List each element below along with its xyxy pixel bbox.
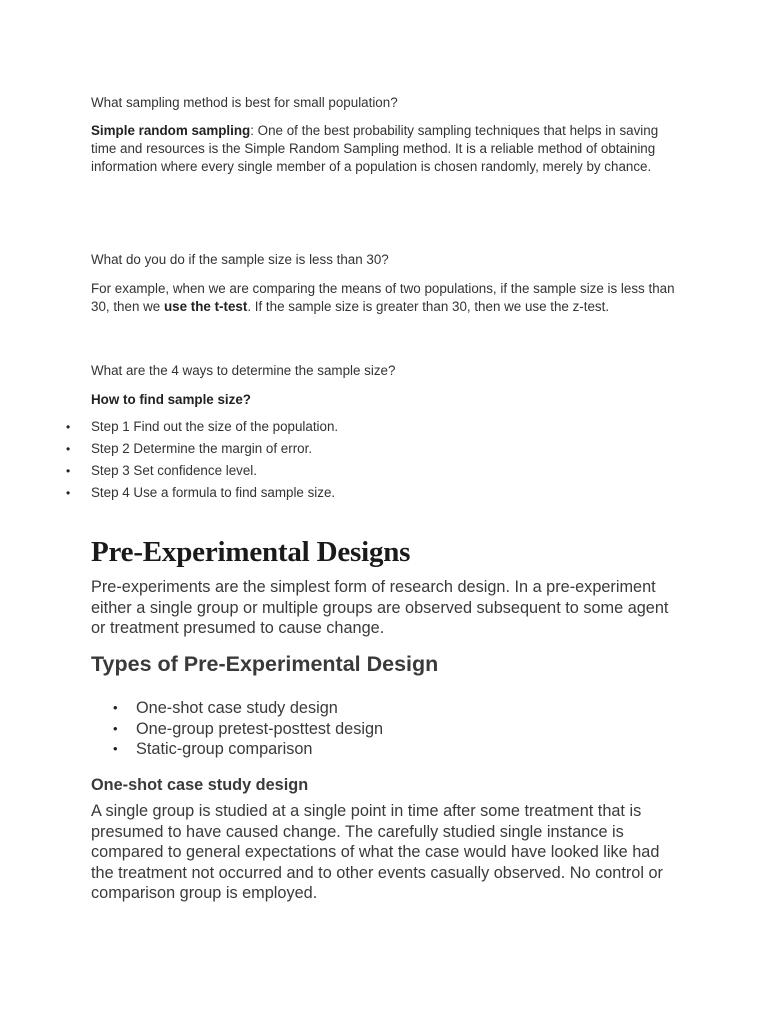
pre-experimental-intro: Pre-experiments are the simplest form of research design. In a pre-experiment either a single group or multiple groups are observed subsequent to some agent or treatment presumed to cause change. bbox=[91, 578, 669, 637]
term-simple-random-sampling: Simple random sampling bbox=[91, 123, 251, 138]
list-item: • Step 3 Set confidence level. bbox=[0, 460, 700, 482]
answer-t-test bbox=[91, 280, 676, 316]
list-item: • Step 1 Find out the size of the population. bbox=[0, 416, 700, 438]
subheading-how-to-find: How to find sample size? bbox=[91, 392, 251, 407]
list-item: • One-group pretest-posttest design bbox=[0, 719, 700, 740]
list-item: • One-shot case study design bbox=[0, 698, 700, 719]
section-heading-pre-experimental: Pre-Experimental Designs bbox=[91, 536, 411, 568]
list-item: • Step 2 Determine the margin of error. bbox=[0, 438, 700, 460]
question-4-ways: What are the 4 ways to determine the sample size? bbox=[91, 363, 396, 378]
answer-text-pre: For example, when we are comparing the means of two populations, if the sample size is less than 30, then we bbox=[91, 281, 675, 314]
one-shot-heading: One-shot case study design bbox=[91, 776, 309, 794]
question-sample-size-less-than-30: What do you do if the sample size is less than 30? bbox=[91, 252, 389, 267]
answer-simple-random-sampling bbox=[91, 122, 681, 176]
term-t-test: use the t-test bbox=[163, 299, 248, 314]
list-item: • Static-group comparison bbox=[0, 739, 700, 760]
one-shot-description: A single group is studied at a single point in time after some treatment that is presumed to have caused change. The carefully studied single instance is compared to general expectations of what the case would have looked like had the treatment not occurred and to other events casually observed. No control or comparison group is employed. bbox=[91, 802, 663, 902]
answer-text: : One of the best probability sampling techniques that helps in saving time and resources is the Simple Random Sampling method. It is a reliable method of obtaining information where every single member of a population is chosen randomly, merely by chance. bbox=[91, 123, 659, 174]
types-heading: Types of Pre-Experimental Design bbox=[91, 652, 439, 676]
list-item: • Step 4 Use a formula to find sample size. bbox=[0, 482, 700, 504]
question-small-population: What sampling method is best for small population? bbox=[91, 95, 398, 110]
answer-text-post: . If the sample size is greater than 30, then we use the z-test. bbox=[247, 299, 610, 314]
steps-list bbox=[0, 416, 700, 504]
types-list bbox=[0, 698, 700, 760]
